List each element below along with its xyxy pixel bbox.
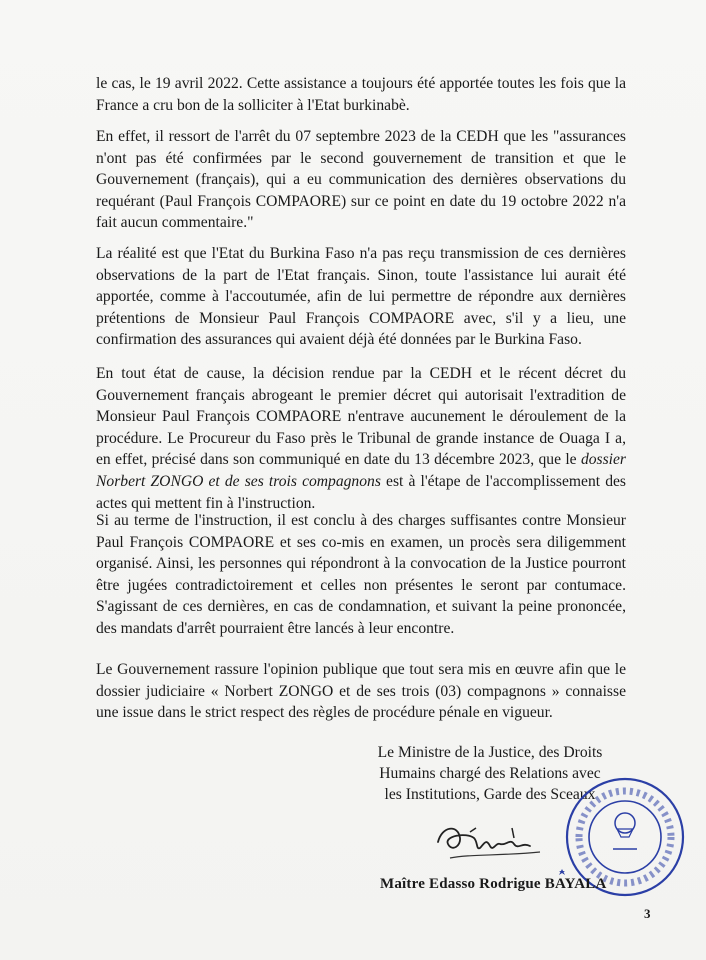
signer-name: Maître Edasso Rodrigue BAYALA (380, 876, 607, 892)
paragraph-5: Si au terme de l'instruction, il est conclu à des charges suffisantes contre Monsieur Paul François COMPAORE et ses co-mis en examen, un procès sera diligemment organisé. Ainsi, les personnes qui répondront à la convocation de la Justice pourront être jugées contradictoirement et celles non présentes le seront par contumace. S'agissant de ces dernières, en cas de condamnation, et suivant la peine prononcée, des mandats d'arrêt pourraient être lancés à leur encontre. (96, 512, 626, 637)
paragraph-2: En effet, il ressort de l'arrêt du 07 septembre 2023 de la CEDH que les "assurances n'ont pas été confirmées par le second gouvernement de transition et que le Gouvernement (français), qui a eu communication des dernières observations du requérant (Paul François COMPAORE) sur ce point en date du 19 octobre 2022 n'a fait aucun commentaire." (96, 128, 626, 232)
paragraph-6: Le Gouvernement rassure l'opinion publique que tout sera mis en œuvre afin que le dossier judiciaire « Norbert ZONGO et de ses trois (03) compagnons » connaisse une issue dans le strict respect des règles de procédure pénale en vigueur. (96, 661, 626, 722)
handwritten-signature-icon (430, 808, 560, 868)
paragraph-3: La réalité est que l'Etat du Burkina Faso n'a pas reçu transmission de ces dernières observations de la part de l'Etat français. Sinon, toute l'assistance lui aurait été apportée, comme à l'accoutumée, afin de lui permettre de répondre aux dernières prétentions de Monsieur Paul François COMPAORE avec, s'il y a lieu, une confirmation des assurances qui avaient déjà été données par le Burkina Faso. (96, 245, 626, 349)
paragraph-4-after: est à l'étape de l'accomplissement des actes qui mettent fin à l'instruction. (96, 472, 626, 512)
signature-line-2: Humains chargé des Relations avec (379, 765, 601, 782)
signature-line-3: les Institutions, Garde des Sceaux (384, 786, 596, 803)
paragraph-4 (96, 363, 626, 514)
paragraph-1: le cas, le 19 avril 2022. Cette assistance a toujours été apportée toutes les fois que la France a cru bon de la solliciter à l'Etat burkinabè. (96, 75, 626, 114)
signature-line-1: Le Ministre de la Justice, des Droits (377, 744, 603, 761)
page-number: 3 (644, 906, 651, 921)
paragraph-4-italic: dossier Norbert ZONGO et de ses trois compagnons (96, 451, 626, 490)
paragraph-4-before: En tout état de cause, la décision rendue par la CEDH et le récent décret du Gouvernement français abrogeant le premier décret qui autorisait l'extradition de Monsieur Paul François COMPAORE n'entrave aucunement le déroulement de la procédure. Le Procureur du Faso près le Tribunal de grande instance de Ouaga I a, en effet, précisé dans son communiqué en date du 13 décembre 2023, que le (96, 365, 626, 469)
